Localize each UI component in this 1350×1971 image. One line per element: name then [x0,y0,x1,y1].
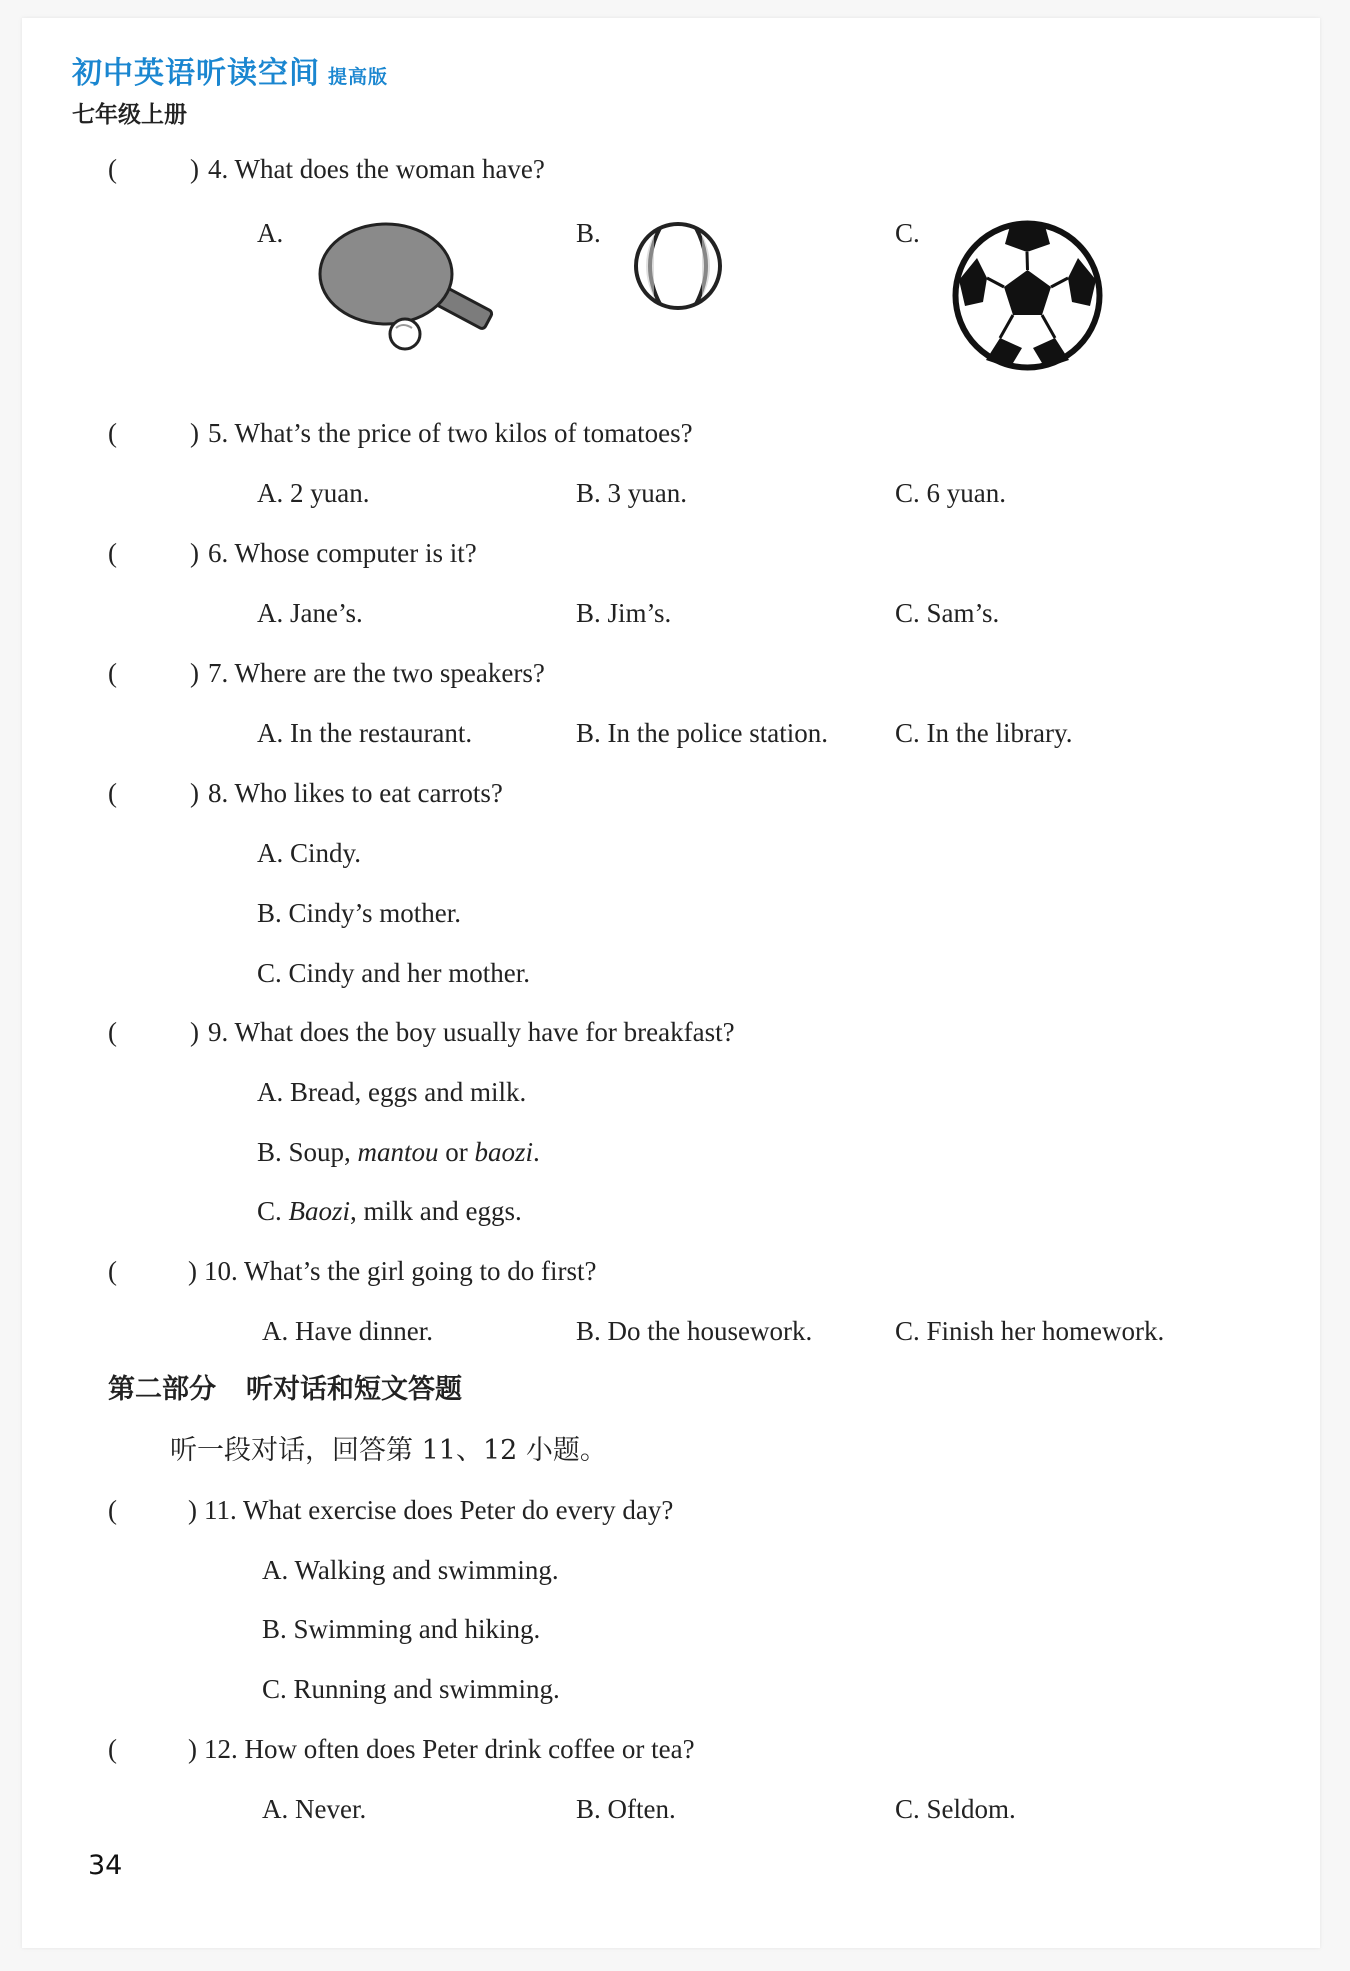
answer-paren-open: ( [108,418,117,448]
option-c: C. Seldom. [895,1794,1016,1824]
question-stem: 9. What does the boy usually have for breakfast? [208,1017,735,1047]
answer-paren-open: ( [108,154,117,184]
option-a: A. In the restaurant. [257,718,473,748]
question-stem: 4. What does the woman have? [208,154,545,184]
question-stem: 6. Whose computer is it? [208,538,477,568]
option-c: C. Sam’s. [895,598,1000,628]
option-c: C. Finish her homework. [895,1316,1165,1346]
answer-paren-close: ) [188,1734,197,1764]
question-stem: 12. How often does Peter drink coffee or tea? [204,1734,695,1764]
answer-paren-open: ( [108,658,117,688]
question-stem: 10. What’s the girl going to do first? [204,1256,597,1286]
section-label: 第二部分 [108,1374,216,1405]
option-a: A. [257,218,284,248]
option-b-period: . [533,1137,540,1167]
answer-paren-close: ) [190,538,199,568]
answer-paren-close: ) [188,1495,197,1525]
edition-label: 提高版 [328,66,389,88]
answer-paren-close: ) [188,1256,197,1286]
option-b: B. Jim’s. [576,598,672,628]
option-b: B. Cindy’s mother. [257,898,462,928]
answer-paren-close: ) [190,778,199,808]
option-c: C. 6 yuan. [895,478,1006,508]
book-title [72,48,388,92]
option-b: B. Often. [576,1794,676,1824]
option-b: B. In the police station. [576,718,828,748]
option-b-italic-word: mantou [357,1137,439,1167]
option-a: A. Walking and swimming. [262,1555,559,1585]
book-header [72,48,388,129]
option-c-label: C. [257,1196,282,1226]
answer-paren-close: ) [190,154,199,184]
answer-paren-open: ( [108,1017,117,1047]
answer-paren-open: ( [108,538,117,568]
book-title-text: 初中英语听读空间 [72,56,320,91]
option-c: C. Running and swimming. [262,1674,560,1704]
option-a: A. 2 yuan. [257,478,370,508]
option-b-italic-word: baozi [474,1137,534,1167]
option-c-text: , milk and eggs. [350,1196,522,1226]
answer-paren-close: ) [190,418,199,448]
option-c: C. Cindy and her mother. [257,958,530,988]
grade-label: 七年级上册 [72,102,187,128]
option-b-text: B. Soup, [257,1137,351,1167]
answer-paren-open: ( [108,1734,117,1764]
answer-paren-open: ( [108,1495,117,1525]
option-b: B. Do the housework. [576,1316,813,1346]
ping-pong-paddle-icon [308,220,508,355]
option-a: A. Bread, eggs and milk. [257,1077,527,1107]
option-a: A. Cindy. [257,838,362,868]
option-a: A. Have dinner. [262,1316,433,1346]
option-b: B. 3 yuan. [576,478,687,508]
option-c-italic-word: Baozi [288,1196,351,1226]
question-stem: 8. Who likes to eat carrots? [208,778,503,808]
answer-paren-open: ( [108,1256,117,1286]
option-b: B. Swimming and hiking. [262,1614,541,1644]
section-instruction: 听一段对话，回答第 11、12 小题。 [170,1435,607,1466]
answer-paren-open: ( [108,778,117,808]
soccer-ball-icon [950,218,1105,373]
section-heading [108,1367,462,1406]
tennis-ball-icon [630,220,726,312]
option-c [257,1196,522,1227]
option-c: C. [895,218,920,248]
option-c: C. In the library. [895,718,1073,748]
option-b [257,1137,540,1168]
option-b-text: or [445,1137,468,1167]
question-stem: 7. Where are the two speakers? [208,658,545,688]
answer-paren-close: ) [190,658,199,688]
question-stem: 11. What exercise does Peter do every day? [204,1495,674,1525]
answer-paren-close: ) [190,1017,199,1047]
option-a: A. Jane’s. [257,598,363,628]
option-a: A. Never. [262,1794,367,1824]
question-stem: 5. What’s the price of two kilos of tomatoes? [208,418,693,448]
section-title: 听对话和短文答题 [246,1374,462,1405]
option-b: B. [576,218,601,248]
page-number: 34 [88,1850,123,1881]
